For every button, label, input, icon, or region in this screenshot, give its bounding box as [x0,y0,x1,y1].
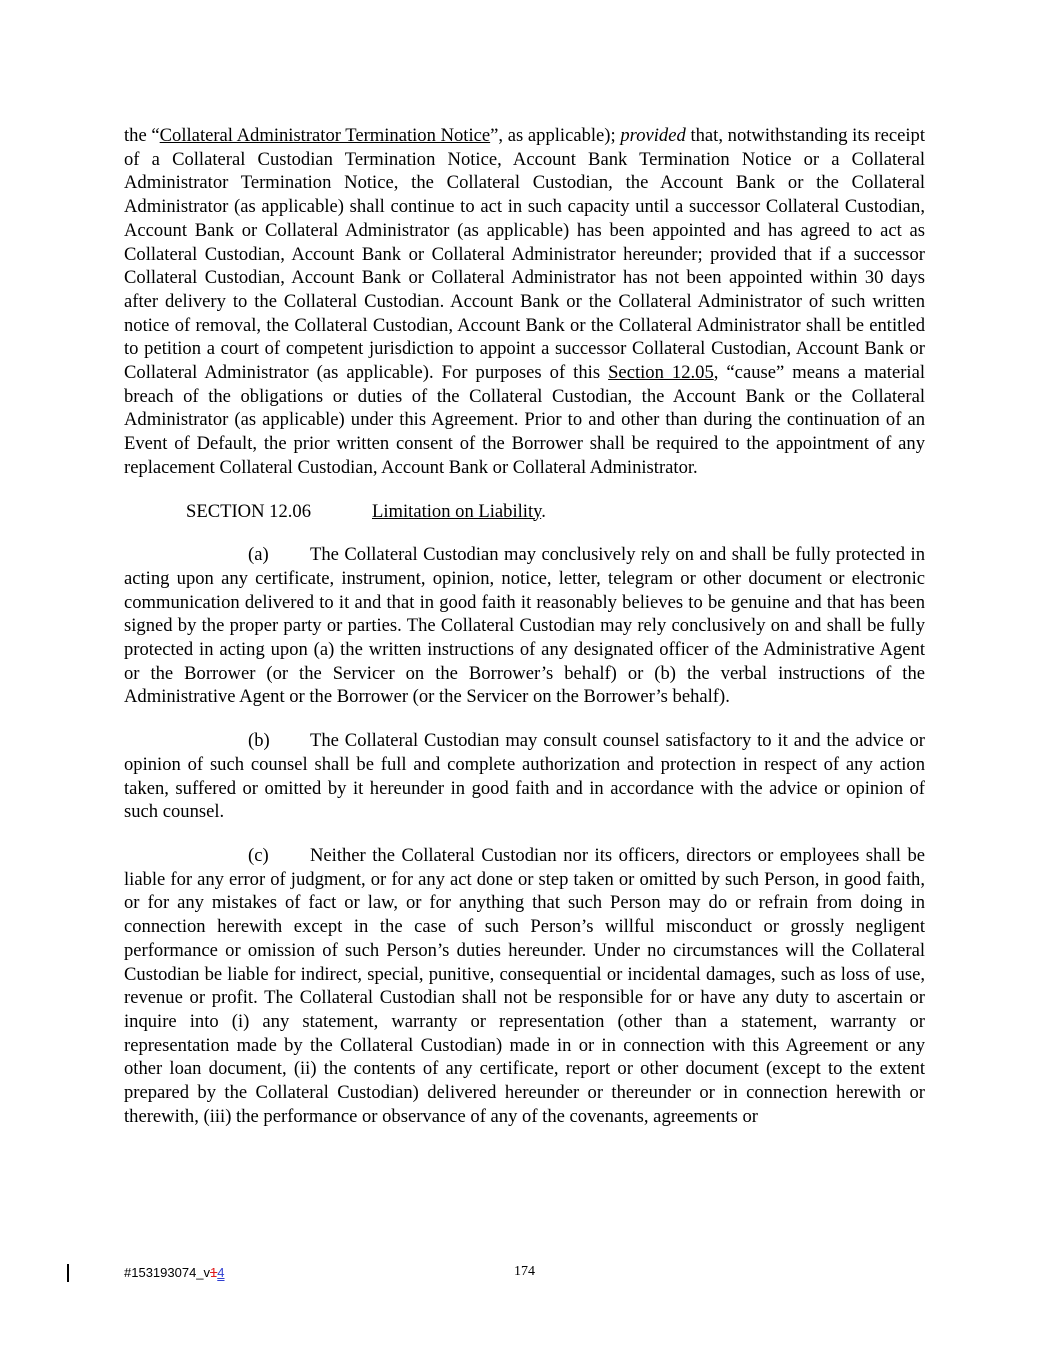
deleted-version-revision: 1 [210,1265,218,1280]
subsection-text: The Collateral Custodian may consult counsel satisfactory to it and the advice or opinion of such counsel shall be full and complete authorization and protection in respect of any action taken, suffered or omitted by it hereunder in good faith and in accordance with the advice or opinion of such counsel. [124,730,925,823]
paragraph-text: , “cause” means a material breach of the obligations or duties of the Collateral Custodian, the Account Bank or the Collateral Administrator (as applicable) under this Agreement. Prior to and other than during the continuation of an Event of Default, the prior written consent of the Borrower shall be required to the appointment of any replacement Collateral Custodian, Account Bank or Collateral Administrator. [124,362,925,478]
subsection-a [124,543,925,709]
section-title-period: . [541,500,546,522]
footer-document-id [124,1265,225,1280]
subsection-text: Neither the Collateral Custodian nor its officers, directors or employees shall be liable for any error of judgment, or for any act done or step taken or omitted by such Person, in good faith, or for any mistakes of fact or law, or for anything that such Person may do or refrain from doing in connection herewith except in the case of such Person’s willful misconduct or grossly negligent performance or omission of such Person’s duties hereunder. Under no circumstances will the Collateral Custodian be liable for indirect, special, punitive, consequential or incidental damages, such as loss of use, revenue or profit. The Collateral Custodian shall not be responsible for or have any duty to ascertain or inquire into (i) any statement, warranty or representation (other than a statement, warranty or representation made by the Collateral Custodian) made in or in connection with this Agreement or any other loan document, (ii) the contents of any certificate, report or other document (except to the extent prepared by the Collateral Custodian) delivered hereunder or thereunder or in connection herewith or therewith, (iii) the performance or observance of any of the covenants, agreements or [124,844,925,1127]
paragraph-text: that, notwithstanding its receipt of a Collateral Custodian Termination Notice, Account Bank Termination Notice or a Collateral Administrator Termination Notice, the Collateral Custodian, the Account Bank or the Collateral Administrator (as applicable) shall continue to act in such capacity until a successor Collateral Custodian, Account Bank or Collateral Administrator (as applicable) has been appointed and has agreed to act as Collateral Custodian, Account Bank or Collateral Administrator hereunder; provided that if a successor Collateral Custodian, Account Bank or Collateral Administrator has not been appointed within 30 days after delivery to the Collateral Custodian. Account Bank or the Collateral Administrator of such written notice of removal, the Collateral Custodian, Account Bank or the Collateral Administrator shall be entitled to petition a court of competent jurisdiction to appoint a successor Collateral Custodian, Account Bank or Collateral Administrator (as applicable). For purposes of this [124,125,925,384]
page-body [124,124,925,1148]
section-heading [124,500,925,524]
doc-id-prefix: #153193074_v [124,1265,211,1280]
paragraph-removal-of-custodian [124,124,925,480]
subsection-label: (b) [248,730,270,752]
section-cross-reference: Section 12.05 [608,362,714,384]
italic-term: provided [620,125,686,146]
change-bar-marker [67,1264,69,1282]
subsection-c [124,844,925,1128]
subsection-text: The Collateral Custodian may conclusively rely on and shall be fully protected in acting upon any certificate, instrument, opinion, notice, letter, telegram or other document or electronic communication delivered to it and that in good faith it reasonably believes to be genuine and that has been signed by the proper party or parties. The Collateral Custodian may rely conclusively on and shall be fully protected in acting upon (a) the written instructions of any designated officer of the Administrative Agent or the Borrower (or the Servicer on the Borrower’s behalf) or (b) the verbal instructions of the Administrative Agent or the Borrower (or the Servicer on the Borrower’s behalf). [124,544,925,708]
paragraph-text: ”, as applicable); [490,125,621,146]
section-title: Limitation on Liability [372,500,542,522]
page-number: 174 [514,1264,535,1279]
section-number: SECTION 12.06 [186,500,311,522]
subsection-label: (a) [248,544,269,566]
paragraph-text: the “ [124,125,160,146]
subsection-b [124,729,925,824]
inserted-version-revision: 4 [217,1265,225,1280]
subsection-label: (c) [248,844,269,866]
defined-term: Collateral Administrator Termination Notice [159,125,491,146]
